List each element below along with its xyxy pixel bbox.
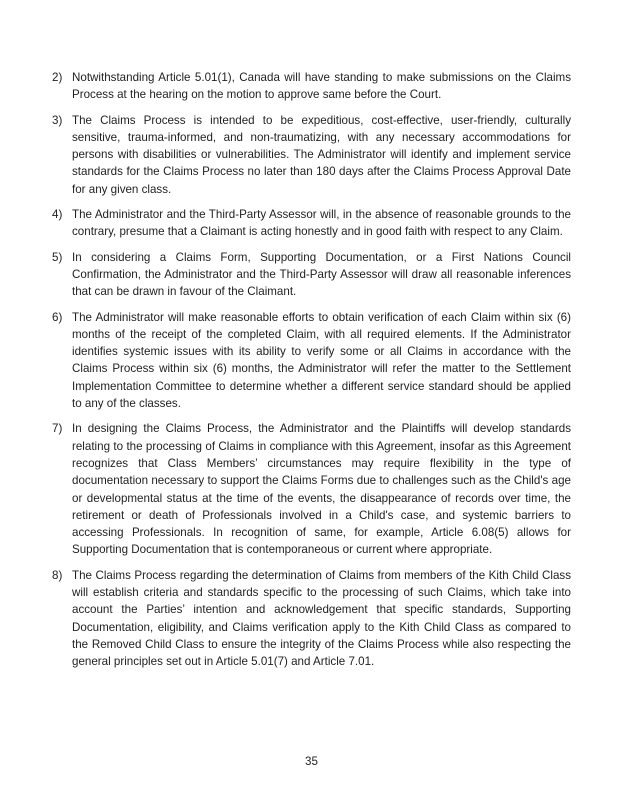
numbered-paragraph: [52, 309, 571, 413]
paragraph-number: 8): [52, 568, 63, 582]
paragraph-number: 6): [52, 310, 63, 324]
page-number: 35: [305, 755, 318, 768]
document-body: [52, 69, 571, 679]
numbered-paragraph: [52, 420, 571, 558]
paragraph-number: 3): [52, 113, 63, 127]
numbered-paragraph: [52, 567, 571, 671]
paragraph-text: In considering a Claims Form, Supporting Documentation, or a First Nations Council Confirmation, the Administrator and the Third-Party Assessor will draw all reasonable inferences that can be drawn in favour of the Claimant.: [72, 250, 571, 299]
paragraph-text: Notwithstanding Article 5.01(1), Canada will have standing to make submissions on the Claims Process at the hearing on the motion to approve same before the Court.: [72, 71, 571, 102]
paragraph-text: The Administrator will make reasonable efforts to obtain verification of each Claim within six (6) months of the receipt of the completed Claim, with all required elements. If the Administrator identifies systemic issues with its ability to verify some or all Claims in accordance with the Claims Process within six (6) months, the Administrator will refer the matter to the Settlement Implementation Committee to determine whether a different service standard should be applied to any of the classes.: [72, 310, 571, 411]
numbered-paragraph: [52, 206, 571, 241]
paragraph-text: The Claims Process is intended to be expeditious, cost-effective, user-friendly, culturally sensitive, trauma-informed, and non-traumatizing, with any necessary accommodations for persons with disabilities or vulnerabilities. The Administrator will identify and implement service standards for the Claims Process no later than 180 days after the Claims Process Approval Date for any given class.: [72, 113, 571, 196]
paragraph-text: The Claims Process regarding the determination of Claims from members of the Kith Child Class will establish criteria and standards specific to the processing of such Claims, which take into account the Parties’ intention and acknowledgement that specific standards, Supporting Documentation, eligibility, and Claims verification apply to the Kith Child Class as compared to the Removed Child Class to ensure the integrity of the Claims Process while also respecting the general principles set out in Article 5.01(7) and Article 7.01.: [72, 568, 571, 669]
numbered-paragraph: [52, 249, 571, 301]
paragraph-number: 7): [52, 422, 63, 436]
numbered-paragraph: [52, 112, 571, 198]
paragraph-text: In designing the Claims Process, the Administrator and the Plaintiffs will develop standards relating to the processing of Claims in compliance with this Agreement, insofar as this Agreement recognizes that Class Members’ circumstances may require flexibility in the type of documentation necessary to support the Claims Forms due to challenges such as the Child's age or developmental status at the time of the events, the disappearance of records over time, the retirement or death of Professionals involved in a Child's case, and systemic barriers to accessing Professionals. In recognition of same, for example, Article 6.08(5) allows for Supporting Documentation that is contemporaneous or current where appropriate.: [72, 422, 571, 557]
paragraph-number: 2): [52, 71, 63, 84]
paragraph-text: The Administrator and the Third-Party Assessor will, in the absence of reasonable grounds to the contrary, presume that a Claimant is acting honestly and in good faith with respect to any Claim.: [72, 208, 571, 239]
paragraph-number: 4): [52, 208, 63, 222]
paragraph-number: 5): [52, 250, 63, 264]
numbered-paragraph: [52, 69, 571, 104]
